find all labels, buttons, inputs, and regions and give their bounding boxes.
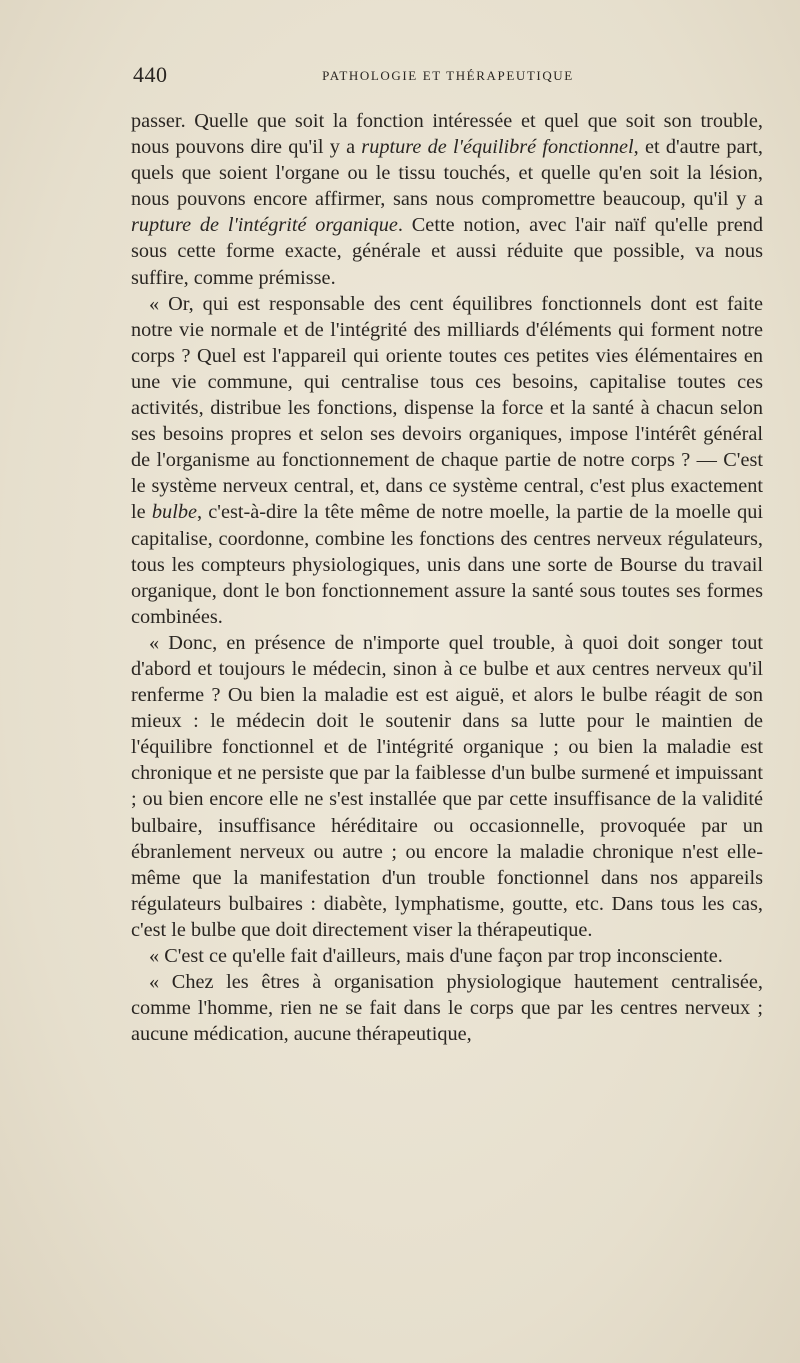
emphasis-rupture-integrite: rupture de l'intégrité organique: [131, 214, 398, 237]
running-title: PATHOLOGIE ET THÉRAPEUTIQUE: [322, 68, 574, 83]
paragraph-5: « Chez les êtres à organisation physiologique hautement centralisée, comme l'homme, rien ne se fait dans le corps que par les centres nerveux ; aucune médication, aucune thérapeutique,: [131, 971, 763, 1046]
text-span: passer. Quelle que soit la fonction intéressée et quel que soit son trouble, nous pouvons dire qu'il y a: [131, 110, 763, 159]
body-text: [131, 108, 763, 1047]
paragraph-1: [131, 108, 763, 291]
paragraph-4: « C'est ce qu'elle fait d'ailleurs, mais d'une façon par trop inconsciente.: [149, 945, 723, 967]
text-span: , et d'autre part, quels que soient l'organe ou le tissu touchés, et quelle qu'en soit la lésion, nous pouvons encore affirmer, sans nous compromettre beaucoup, qu'il y a: [131, 136, 763, 211]
text-span: . Cette notion, avec l'air naïf qu'elle prend sous cette forme exacte, générale et aussi réduite que possible, va nous suffire, comme prémisse.: [131, 214, 763, 289]
paragraph-2: [131, 291, 763, 630]
page-header: [133, 62, 763, 92]
text-span: , c'est-à-dire la tête même de notre moelle, la partie de la moelle qui capitalise, coordonne, combine les fonctions des centres nerveux régulateurs, tous les compteurs physiologiques, unis dans une sorte de Bourse du travail organique, dont le bon fonctionnement assure la santé sous toutes ses formes combinées.: [131, 501, 763, 628]
emphasis-bulbe: bulbe: [151, 501, 197, 524]
text-span: « Or, qui est responsable des cent équilibres fonctionnels dont est faite notre vie normale et de l'intégrité des milliards d'éléments qui forment notre corps ? Quel est l'appareil qui oriente toutes ces petites vies élémentaires en une vie commune, qui centralise tous ces besoins, capitalise toutes ces activités, distribue les fonctions, dispense la force et la santé à chacun selon ses besoins propres et selon ses devoirs organiques, impose l'intérêt général de l'organisme au fonctionnement de chaque partie de notre corps ? — C'est le système nerveux central, et, dans ce système central, c'est plus exactement le: [131, 292, 763, 524]
paragraph-3: « Donc, en présence de n'importe quel trouble, à quoi doit songer tout d'abord et toujours le médecin, sinon à ce bulbe et aux centres nerveux qu'il renferme ? Ou bien la maladie est est aiguë, et alors le bulbe réagit de son mieux : le médecin doit le soutenir dans sa lutte pour le maintien de l'équilibre fonctionnel et de l'intégrité organique ; ou bien la maladie est chronique et ne persiste que par la faiblesse d'un bulbe surmené et impuissant ; ou bien encore elle ne s'est installée que par cette insuffisance de la validité bulbaire, insuffisance héréditaire ou occasionnelle, provoquée par un ébranlement nerveux ou autre ; ou encore la maladie chronique n'est elle-même que la manifestation d'un trouble fonctionnel dans nos appareils régulateurs bulbaires : diabète, lymphatisme, goutte, etc. Dans tous les cas, c'est le bulbe que doit directement viser la thérapeutique.: [131, 631, 763, 941]
page-number: 440: [133, 62, 168, 87]
emphasis-rupture-equilibre: rupture de l'équilibré fonctionnel: [361, 136, 634, 159]
